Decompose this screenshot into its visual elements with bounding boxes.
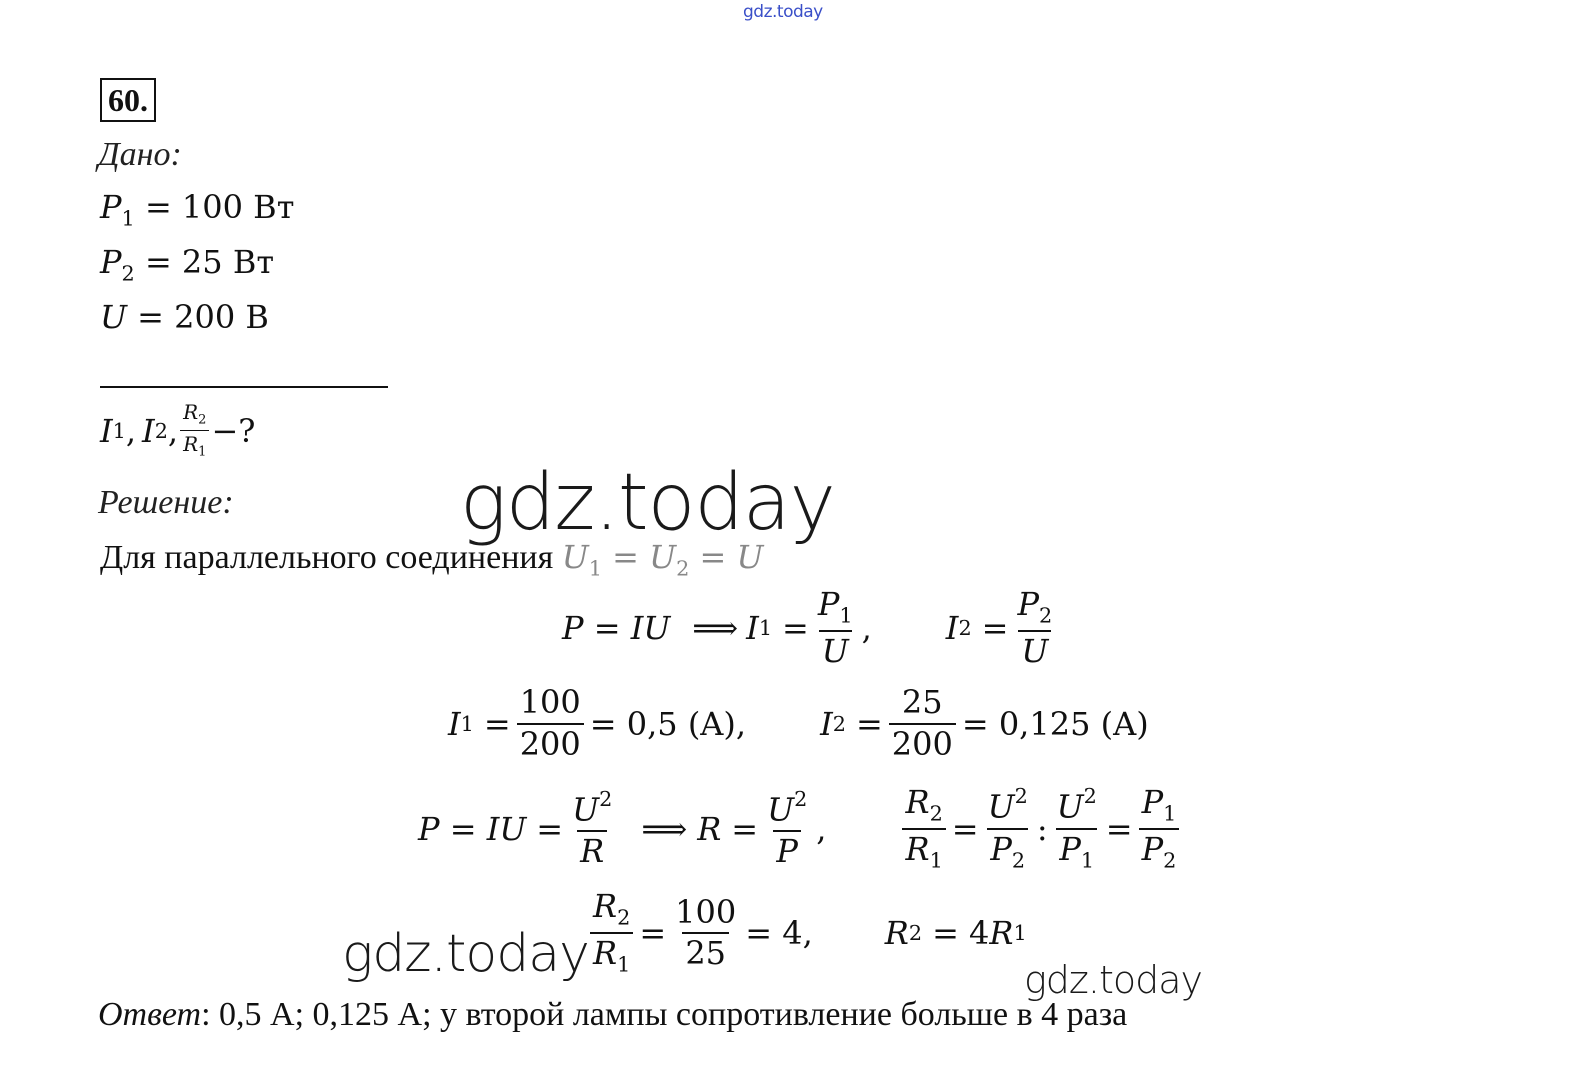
eq2-i2-sub: 2 xyxy=(832,711,846,736)
given-u-symbol: U xyxy=(100,298,127,336)
eq4-frac1-den-sub: 1 xyxy=(617,952,631,977)
eq3-frac6-num: P xyxy=(1141,783,1164,821)
intro-eq-1: = xyxy=(612,538,639,576)
given-p1-value: = 100 Вт xyxy=(134,188,295,226)
eq2-eq-1: = xyxy=(483,704,511,743)
eq3-p-iu: P = IU xyxy=(418,810,527,849)
eq2-result-2: = 0,125 (A) xyxy=(961,704,1149,743)
eq3-eq-2: = xyxy=(731,810,759,849)
eq3-eq-1: = xyxy=(536,810,564,849)
eq3-frac3-den-sub: 1 xyxy=(929,848,943,873)
eq1-i1-sub: 1 xyxy=(758,616,773,641)
eq3-implies: ⟹ xyxy=(641,810,688,849)
eq3-frac6-den-sub: 2 xyxy=(1163,848,1177,873)
solution-intro-text: Для параллельного соединения xyxy=(100,539,554,576)
eq3-frac-u2-p2 xyxy=(985,786,1031,871)
intro-u1: U xyxy=(561,538,589,576)
eq4-r2-eq: = 4 xyxy=(932,914,990,953)
given-p1 xyxy=(100,188,294,230)
eq4-r2: R xyxy=(884,914,909,953)
eq4-frac1-num-sub: 2 xyxy=(617,905,631,930)
eq3-eq-4: = xyxy=(1105,810,1133,849)
given-u xyxy=(100,298,269,336)
eq3-frac-r2-r1 xyxy=(902,783,945,873)
eq1-frac-p2-u xyxy=(1014,585,1055,671)
eq3-frac1-num-sup: 2 xyxy=(599,787,613,812)
eq1-frac2-den: U xyxy=(1018,630,1051,669)
eq3-frac3-den: R xyxy=(905,830,930,869)
eq3-frac5-den: P xyxy=(1059,829,1081,868)
intro-u2: U xyxy=(649,538,677,576)
eq2-frac-100-200 xyxy=(517,683,584,763)
answer-label: Ответ xyxy=(98,996,202,1033)
intro-u2-sub: 2 xyxy=(676,556,690,581)
eq3-frac2-num-sup: 2 xyxy=(794,787,808,812)
equation-line-1 xyxy=(562,585,1061,671)
given-p1-symbol: P xyxy=(100,188,122,226)
eq4-r1-sub: 1 xyxy=(1013,921,1027,946)
eq3-frac4-den: P xyxy=(990,829,1012,868)
equation-line-4 xyxy=(584,887,1027,977)
eq3-frac1-num: U xyxy=(572,790,600,829)
intro-u: U xyxy=(736,538,764,576)
eq3-frac4-den-sub: 2 xyxy=(1011,847,1026,872)
eq3-colon: : xyxy=(1036,810,1048,849)
given-p2 xyxy=(100,243,274,285)
find-ratio-den: R xyxy=(183,432,199,457)
eq3-r: R xyxy=(697,810,722,849)
find-comma-2: , xyxy=(167,411,179,450)
eq1-frac2-num-sub: 2 xyxy=(1039,603,1053,628)
eq2-frac1-num: 100 xyxy=(519,683,581,721)
eq2-frac2-den: 200 xyxy=(889,723,956,762)
eq3-frac6-den: P xyxy=(1141,830,1164,869)
eq2-eq-2: = xyxy=(855,704,883,743)
eq1-eq-2: = xyxy=(981,609,1009,648)
eq3-frac3-num: R xyxy=(905,783,930,821)
find-ratio-fraction xyxy=(180,402,209,459)
given-heading: Дано: xyxy=(98,136,182,173)
eq3-frac2-den: P xyxy=(773,830,801,869)
eq1-frac2-num: P xyxy=(1017,585,1040,623)
eq2-i1-sub: 1 xyxy=(460,711,474,736)
eq2-result-1: = 0,5 (A), xyxy=(589,704,747,743)
eq1-p-iu: P = IU xyxy=(562,609,671,648)
problem-number: 60. xyxy=(100,78,156,122)
eq1-eq-1: = xyxy=(782,609,809,648)
eq4-eq-1: = xyxy=(639,914,667,953)
eq3-frac3-num-sub: 2 xyxy=(929,801,943,826)
eq2-i1: I xyxy=(448,704,461,743)
eq3-frac5-den-sub: 1 xyxy=(1080,847,1095,872)
find-i2-sub: 2 xyxy=(154,418,168,443)
find-i1: I xyxy=(100,411,113,450)
eq1-i2: I xyxy=(945,609,959,648)
find-i2: I xyxy=(142,411,155,450)
eq3-comma: , xyxy=(816,810,827,849)
eq3-eq-3: = xyxy=(951,810,979,849)
given-p2-value: = 25 Вт xyxy=(134,243,275,281)
watermark-top: gdz.today xyxy=(743,2,823,22)
watermark-bottom-right: gdz.today xyxy=(1024,958,1202,1002)
eq2-i2: I xyxy=(820,704,833,743)
eq3-frac4-num: U xyxy=(987,788,1015,827)
eq1-i1: I xyxy=(746,609,759,648)
eq4-frac-r2-r1 xyxy=(590,887,633,977)
eq4-frac1-den: R xyxy=(593,934,618,973)
eq2-frac1-den: 200 xyxy=(517,723,584,762)
eq2-frac-25-200 xyxy=(889,683,956,763)
eq3-frac5-num: U xyxy=(1056,788,1084,827)
eq1-frac1-den: U xyxy=(819,630,852,669)
find-i1-sub: 1 xyxy=(112,418,126,443)
given-p1-sub: 1 xyxy=(121,206,135,231)
find-ratio-num-sub: 2 xyxy=(198,412,207,428)
eq1-frac-p1-u xyxy=(815,585,856,671)
eq4-r2-sub: 2 xyxy=(908,921,923,946)
eq4-frac-100-25 xyxy=(672,892,739,973)
solution-heading: Решение: xyxy=(98,484,234,521)
eq4-r1: R xyxy=(989,914,1014,953)
find-line xyxy=(100,402,255,459)
eq3-frac4-num-sup: 2 xyxy=(1014,784,1028,809)
eq4-frac2-den: 25 xyxy=(682,932,729,971)
eq3-frac-p1-p2 xyxy=(1139,783,1180,873)
equation-line-3 xyxy=(418,783,1185,873)
eq2-frac2-num: 25 xyxy=(901,683,943,721)
intro-u1-sub: 1 xyxy=(588,556,602,581)
eq3-frac-u2-p1 xyxy=(1054,786,1100,871)
find-question: −? xyxy=(211,411,256,450)
find-ratio-num: R xyxy=(183,400,199,424)
eq4-result: = 4, xyxy=(745,914,813,953)
eq3-frac6-num-sub: 1 xyxy=(1163,801,1177,826)
given-u-value: = 200 В xyxy=(126,298,269,336)
eq1-frac1-num-sub: 1 xyxy=(839,603,853,628)
eq3-frac-u2-p xyxy=(764,789,810,869)
equation-line-2 xyxy=(448,683,1149,763)
intro-eq-2: = xyxy=(699,538,727,576)
eq1-i2-sub: 2 xyxy=(958,616,972,641)
eq3-frac1-den: R xyxy=(577,830,607,869)
answer-text: : 0,5 А; 0,125 А; у второй лампы сопротивление больше в 4 раза xyxy=(201,996,1128,1033)
solution-intro xyxy=(100,538,763,580)
eq4-frac2-num: 100 xyxy=(675,892,737,931)
eq1-frac1-num: P xyxy=(817,585,840,623)
given-p2-sub: 2 xyxy=(121,261,135,286)
eq3-frac-u2-r xyxy=(569,789,615,869)
eq1-implies: ⟹ xyxy=(692,609,739,648)
eq1-comma: , xyxy=(861,609,872,648)
given-p2-symbol: P xyxy=(100,243,122,281)
given-divider xyxy=(100,386,388,388)
find-comma-1: , xyxy=(125,411,137,450)
eq3-frac5-num-sup: 2 xyxy=(1083,784,1097,809)
watermark-bottom-left: gdz.today xyxy=(342,924,589,984)
find-ratio-den-sub: 1 xyxy=(198,444,207,460)
eq3-frac2-num: U xyxy=(767,790,795,829)
watermark-center: gdz.today xyxy=(460,458,835,548)
eq4-frac1-num: R xyxy=(593,887,618,925)
answer-line xyxy=(98,996,1127,1034)
